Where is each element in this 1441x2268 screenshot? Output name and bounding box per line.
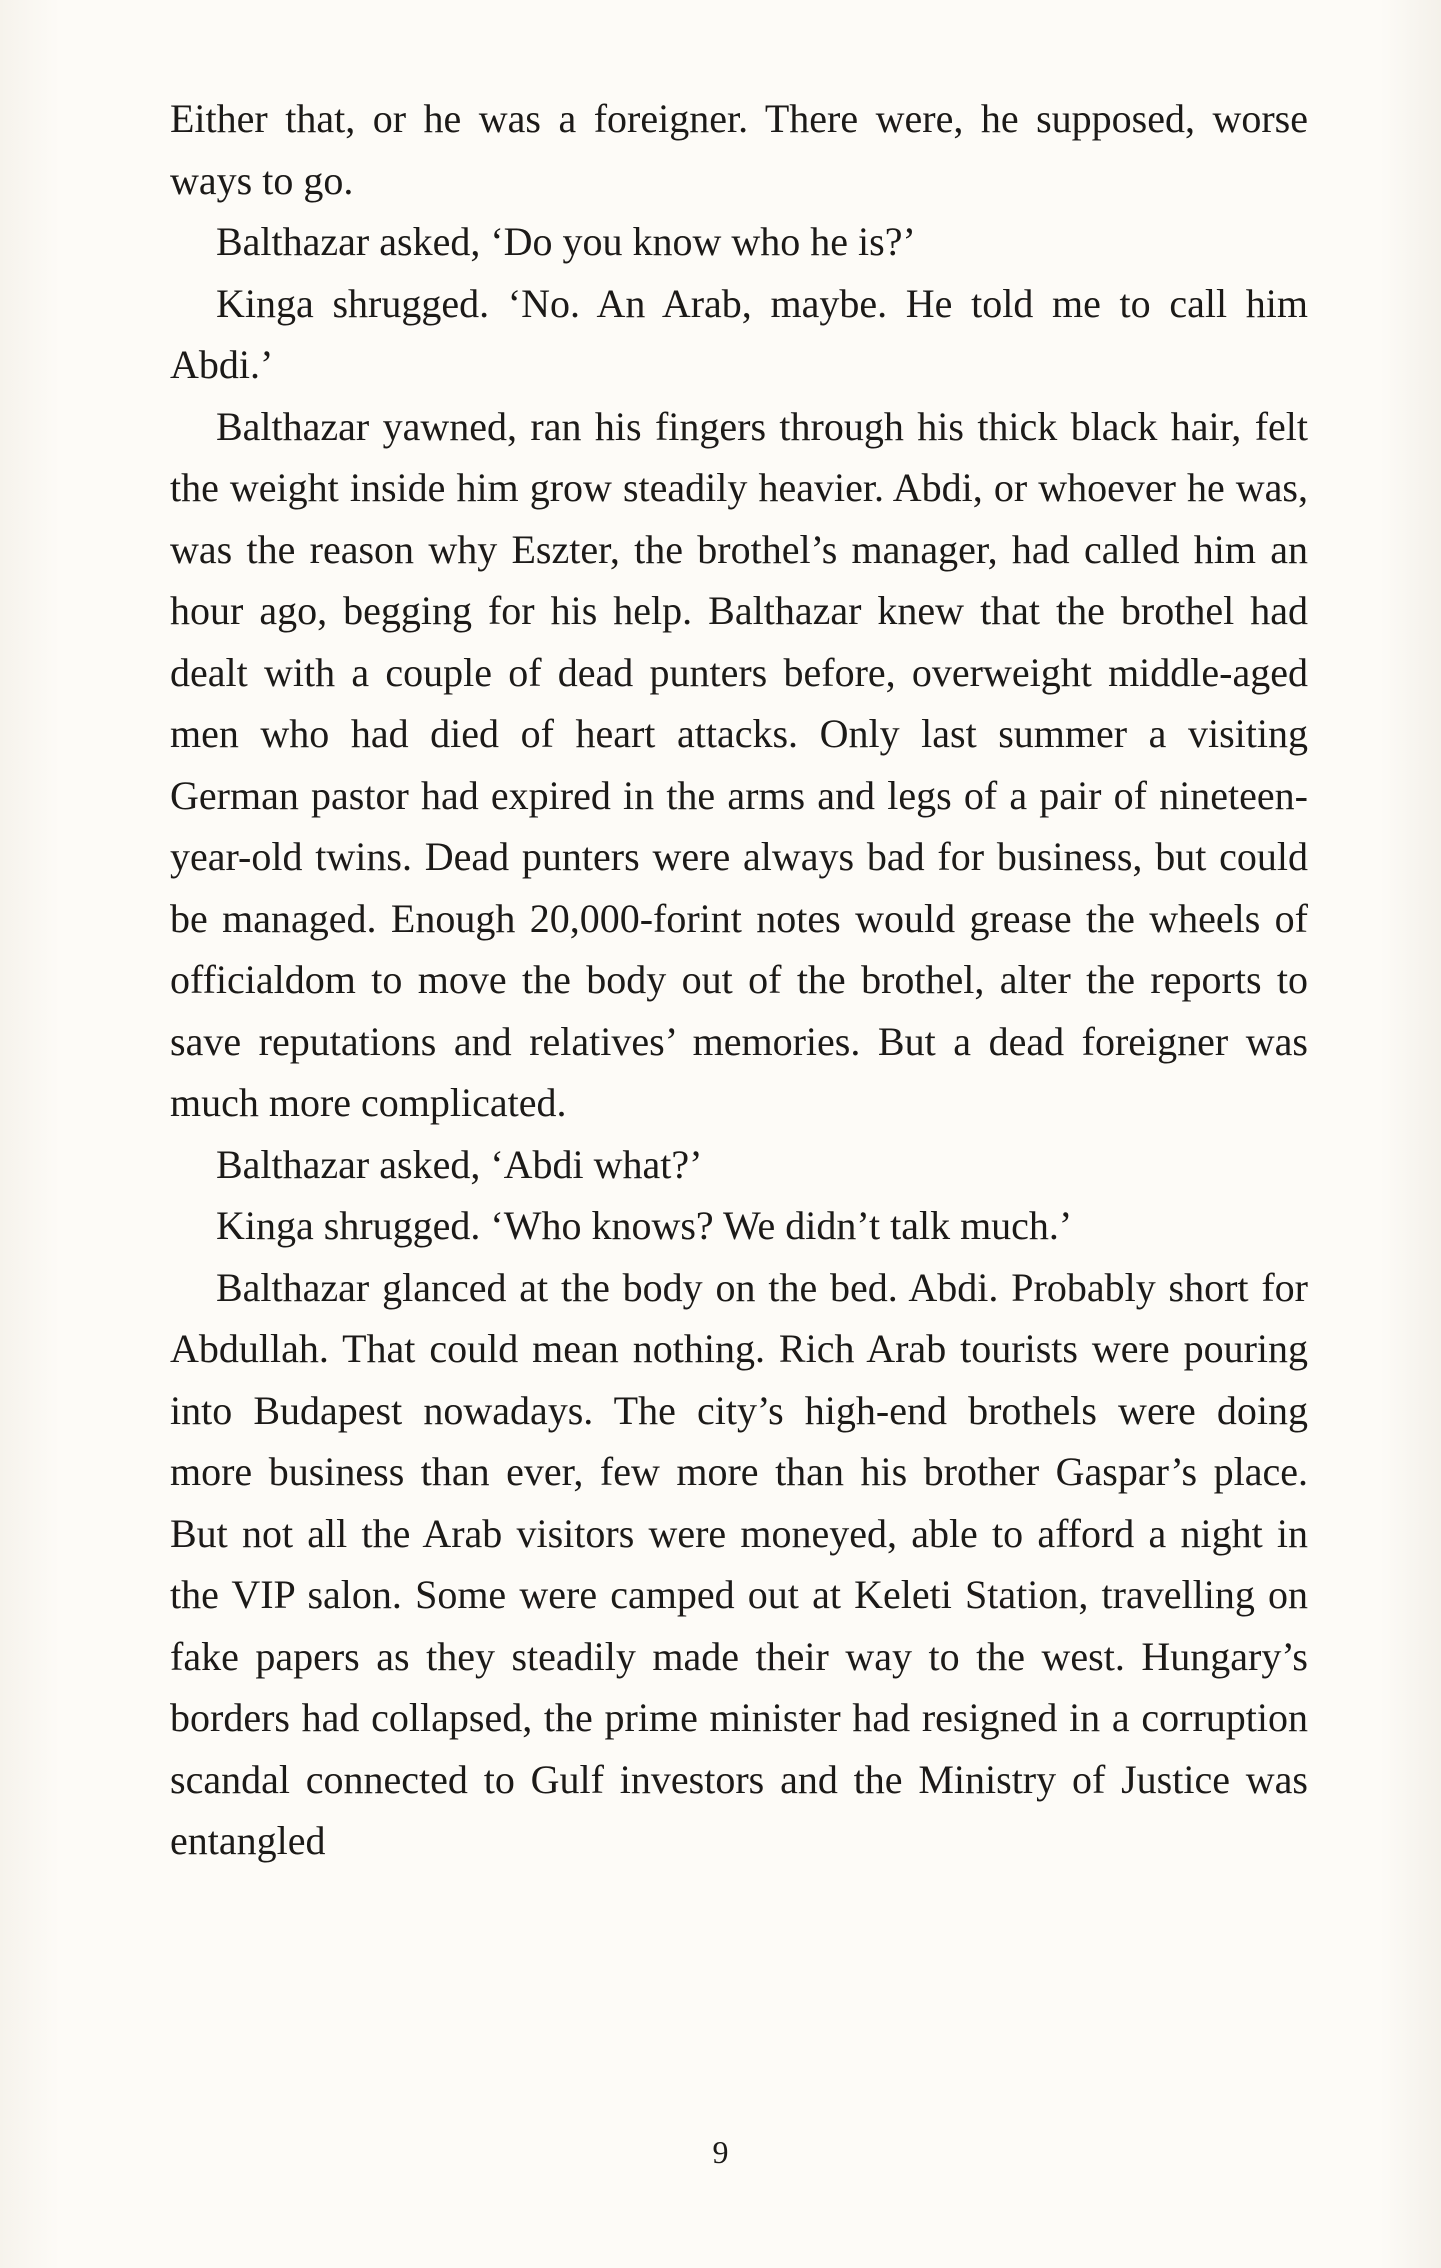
paragraph-1: Either that, or he was a foreigner. There were, he supposed, worse ways to go. (170, 96, 1308, 203)
body-text (170, 88, 1308, 1872)
paragraph-3: Kinga shrugged. ‘No. An Arab, maybe. He told me to call him Abdi.’ (170, 280, 1308, 387)
page-number: 9 (712, 2134, 729, 2170)
paragraph-2: Balthazar asked, ‘Do you know who he is?’ (216, 219, 916, 264)
paragraph-6: Kinga shrugged. ‘Who knows? We didn’t talk much.’ (216, 1203, 1073, 1248)
paragraph-4: Balthazar yawned, ran his fingers through his thick black hair, felt the weight inside him grow steadily heavier. Abdi, or whoever he was, was the reason why Eszter, the brothel’s manager, had called him an hour ago, begging for his help. Balthazar knew that the brothel had dealt with a couple of dead punters before, overweight middle-aged men who had died of heart attacks. Only last summer a visiting German pastor had expired in the arms and legs of a pair of nineteen-year-old twins. Dead punters were always bad for business, but could be managed. Enough 20,000-forint notes would grease the wheels of officialdom to move the body out of the brothel, alter the reports to save reputations and relatives’ memories. But a dead foreigner was much more complicated. (170, 403, 1308, 1125)
paragraph-7: Balthazar glanced at the body on the bed. Abdi. Probably short for Abdullah. That could mean nothing. Rich Arab tourists were pouring into Budapest nowadays. The city’s high-end brothels were doing more business than ever, few more than his brother Gaspar’s place. But not all the Arab visitors were moneyed, able to afford a night in the VIP salon. Some were camped out at Keleti Station, travelling on fake papers as they steadily made their way to the west. Hungary’s borders had collapsed, the prime minister had resigned in a corruption scandal connected to Gulf investors and the Ministry of Justice was entangled (170, 1264, 1308, 1863)
paragraph-5: Balthazar asked, ‘Abdi what?’ (216, 1141, 703, 1187)
